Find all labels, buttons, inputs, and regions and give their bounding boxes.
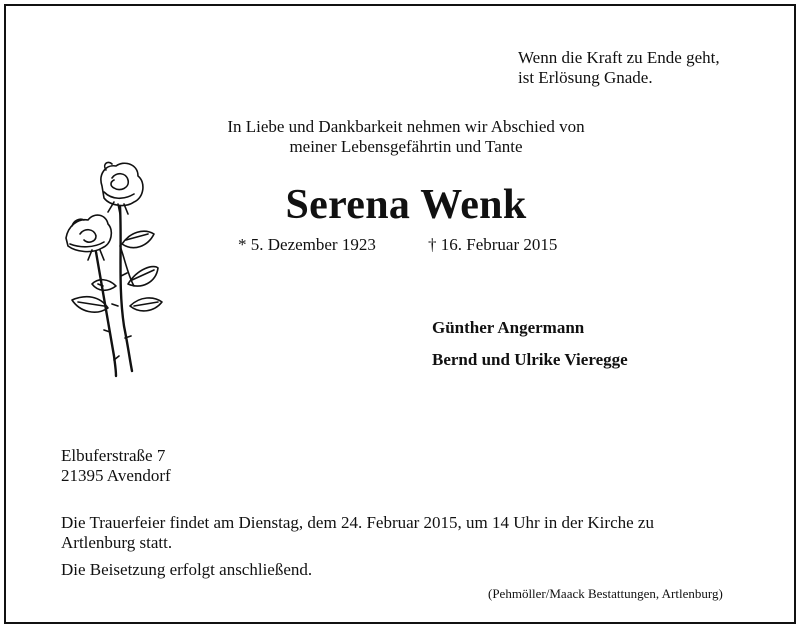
- deceased-name: Serena Wenk: [285, 182, 527, 228]
- ceremony-line-2: Artlenburg statt.: [61, 533, 173, 552]
- motto-line-1: Wenn die Kraft zu Ende geht,: [518, 48, 720, 67]
- mourner-2: Bernd und Ulrike Vieregge: [432, 350, 628, 369]
- intro-line-1: In Liebe und Dankbarkeit nehmen wir Abschied von: [227, 117, 585, 136]
- motto-line-2: ist Erlösung Gnade.: [518, 68, 653, 87]
- address-street: Elbuferstraße 7: [61, 446, 166, 465]
- undertaker-credit: (Pehmöller/Maack Bestattungen, Artlenburg): [488, 586, 723, 601]
- birth-date: * 5. Dezember 1923: [238, 235, 376, 254]
- address: [61, 446, 171, 486]
- ceremony-text: [61, 513, 654, 553]
- ceremony-line-1: Die Trauerfeier findet am Dienstag, dem 24. Februar 2015, um 14 Uhr in der Kirche zu: [61, 513, 654, 532]
- rose-icon: [58, 156, 168, 386]
- mourner-1: Günther Angermann: [432, 318, 585, 337]
- motto: [518, 48, 720, 88]
- burial-text: Die Beisetzung erfolgt anschließend.: [61, 560, 313, 579]
- death-date: † 16. Februar 2015: [428, 235, 558, 254]
- address-city: 21395 Avendorf: [61, 466, 171, 485]
- intro-line-2: meiner Lebensgefährtin und Tante: [289, 137, 523, 156]
- intro-text: [156, 117, 656, 157]
- obituary-notice: [4, 4, 796, 624]
